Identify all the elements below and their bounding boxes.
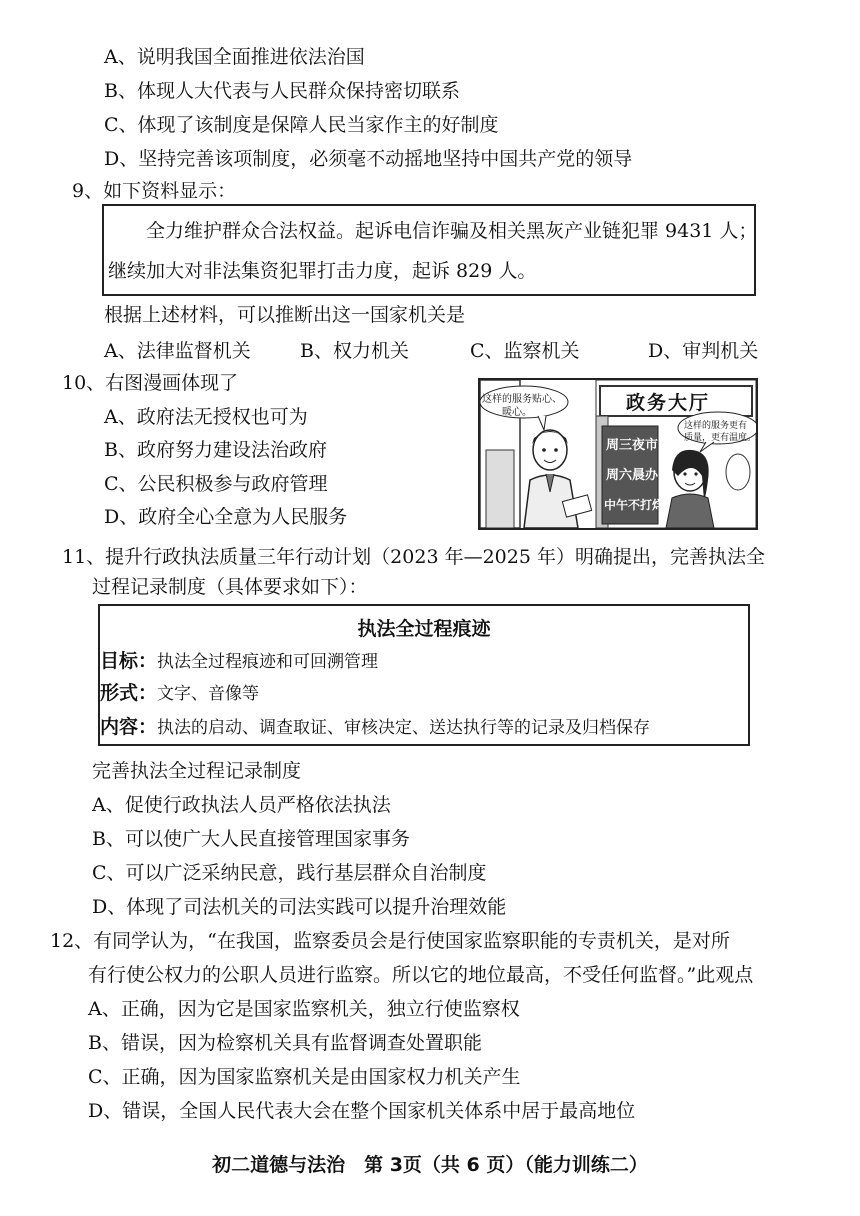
comic-board-2: 周六晨办 bbox=[606, 468, 659, 483]
q11-stem-line-1: 11、提升行政执法质量三年行动计划（2023 年—2025 年）明确提出，完善执法全 bbox=[62, 546, 765, 568]
q11-option-d: D、体现了司法机关的司法实践可以提升治理效能 bbox=[92, 896, 507, 918]
q11-content-text: 执法的启动、调查取证、审核决定、送达执行等的记录及归档保存 bbox=[157, 718, 651, 738]
q11-form-row bbox=[100, 680, 259, 707]
q12-stem-line-1: 12、有同学认为，“在我国，监察委员会是行使国家监察职能的专责机关，是对所 bbox=[50, 930, 730, 952]
q11-form-text: 文字、音像等 bbox=[157, 684, 260, 704]
comic-bubble-right-1: 这样的服务更有 bbox=[684, 421, 748, 431]
q11-option-c: C、可以广泛采纳民意，践行基层群众自治制度 bbox=[92, 862, 487, 884]
q11-requirements-box bbox=[98, 604, 750, 746]
q11-option-b: B、可以使广大人民直接管理国家事务 bbox=[92, 828, 410, 850]
q9-stem: 9、如下资料显示： bbox=[72, 180, 237, 202]
q11-option-a: A、促使行政执法人员严格依法执法 bbox=[92, 794, 391, 816]
q9-material-box bbox=[102, 204, 756, 296]
q11-content-row bbox=[100, 714, 650, 741]
comic-board-1: 周三夜市 bbox=[606, 438, 659, 453]
q11-box-title: 执法全过程痕迹 bbox=[357, 618, 491, 640]
q12-option-d: D、错误，全国人民代表大会在整个国家机关体系中居于最高地位 bbox=[88, 1100, 636, 1122]
comic-bubble-right-2: 质量，更有温度。 bbox=[684, 433, 757, 443]
q10-stem: 10、右图漫画体现了 bbox=[62, 372, 239, 394]
q8-option-b: B、体现人大代表与人民群众保持密切联系 bbox=[104, 80, 460, 102]
page-footer: 初二道德与法治 第 3页（共 6 页）（能力训练二） bbox=[212, 1154, 648, 1176]
q10-option-d: D、政府全心全意为人民服务 bbox=[104, 506, 348, 528]
q8-option-d: D、坚持完善该项制度，必须毫不动摇地坚持中国共产党的领导 bbox=[104, 148, 633, 170]
q9-option-b: B、权力机关 bbox=[300, 340, 409, 362]
q9-options-row bbox=[104, 336, 764, 362]
q9-option-d: D、审判机关 bbox=[648, 340, 759, 362]
q11-content-label: 内容： bbox=[100, 716, 158, 738]
q10-option-b: B、政府努力建设法治政府 bbox=[104, 439, 327, 461]
q10-comic-illustration bbox=[478, 378, 758, 530]
q9-material-line-2: 继续加大对非法集资犯罪打击力度，起诉 829 人。 bbox=[108, 260, 537, 282]
q10-option-a: A、政府法无授权也可为 bbox=[104, 406, 308, 428]
q8-option-a: A、说明我国全面推进依法治国 bbox=[104, 46, 365, 68]
q12-option-a: A、正确，因为它是国家监察机关，独立行使监察权 bbox=[88, 998, 520, 1020]
comic-bubble-left-2: 暖心。 bbox=[502, 407, 532, 418]
q11-stem-line-2: 过程记录制度（具体要求如下）： bbox=[92, 576, 368, 598]
q12-option-b: B、错误，因为检察机关具有监督调查处置职能 bbox=[88, 1032, 482, 1054]
q11-goal-text: 执法全过程痕迹和可回溯管理 bbox=[157, 652, 379, 672]
comic-sign: 政务大厅 bbox=[626, 392, 711, 414]
q11-goal-row bbox=[100, 648, 378, 675]
q9-option-c: C、监察机关 bbox=[470, 340, 580, 362]
q12-option-c: C、正确，因为国家监察机关是由国家权力机关产生 bbox=[88, 1066, 521, 1088]
q10-option-c: C、公民积极参与政府管理 bbox=[104, 473, 328, 495]
q12-stem-line-2: 有行使公权力的公职人员进行监察。所以它的地位最高，不受任何监督。”此观点 bbox=[88, 964, 754, 986]
q11-form-label: 形式： bbox=[100, 682, 158, 704]
q11-question: 完善执法全过程记录制度 bbox=[92, 760, 302, 782]
q9-question: 根据上述材料，可以推断出这一国家机关是 bbox=[104, 304, 466, 326]
comic-bubble-left-1: 这样的服务贴心、 bbox=[482, 394, 562, 405]
comic-board-3: 中午不打烊 bbox=[604, 498, 665, 512]
q11-goal-label: 目标： bbox=[100, 650, 158, 672]
q8-option-c: C、体现了该制度是保障人民当家作主的好制度 bbox=[104, 114, 499, 136]
q9-option-a: A、法律监督机关 bbox=[104, 340, 251, 362]
q9-material-line-1: 全力维护群众合法权益。起诉电信诈骗及相关黑灰产业链犯罪 9431 人； bbox=[146, 220, 758, 242]
